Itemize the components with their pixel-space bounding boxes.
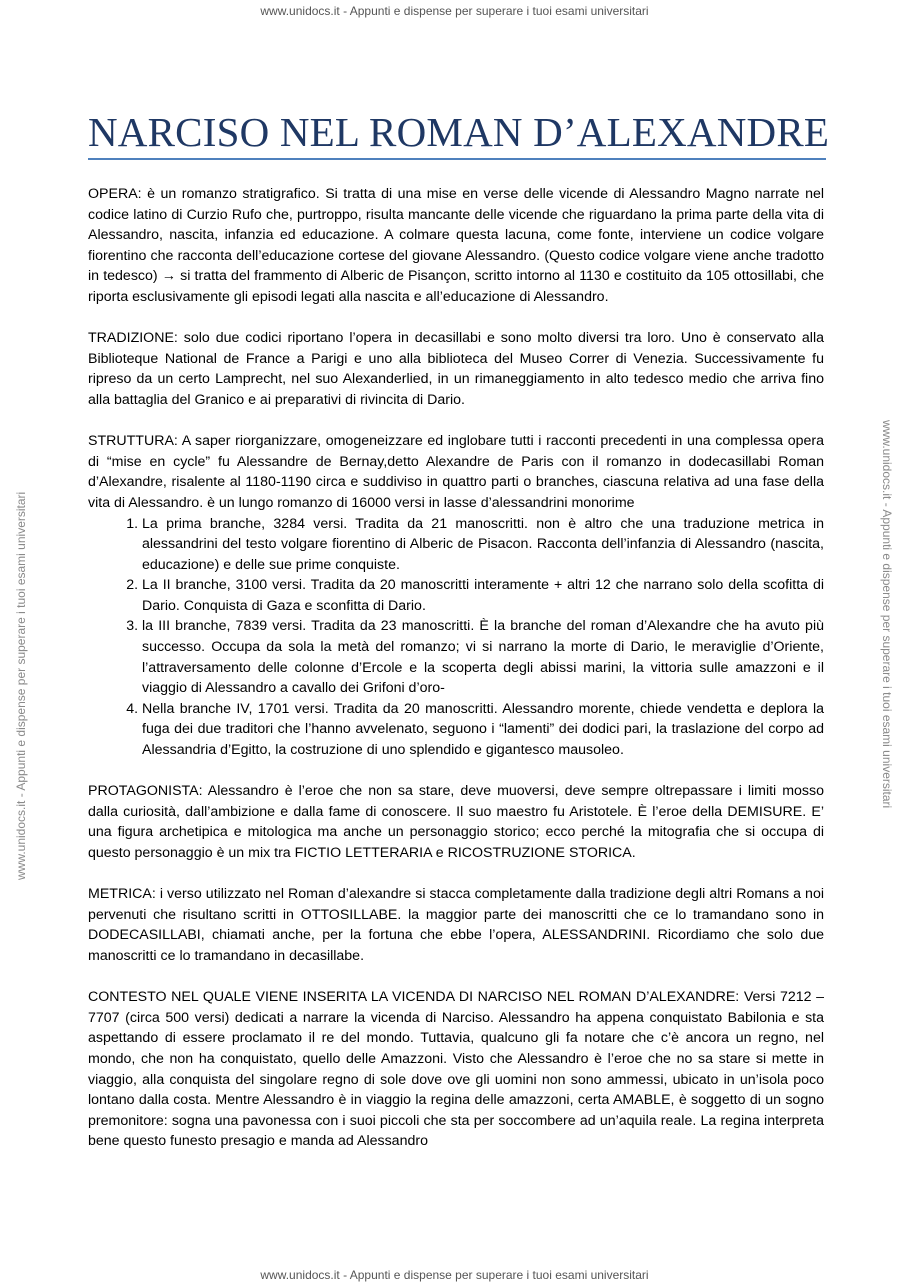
title-underline: [88, 158, 826, 160]
document-body: [88, 184, 824, 1152]
paragraph-opera: OPERA: è un romanzo stratigrafico. Si tratta di una mise en verse delle vicende di Alessandro Magno narrate nel codice latino di Curzio Rufo che, purtroppo, risulta mancante delle vicende che riguardano la prima parte della vita di Alessandro, nascita, infanzia ed educazione. A colmare questa lacuna, come fonte, interviene un codice volgare fiorentino che racconta dell’educazione cortese del giovane Alessandro. (Questo codice volgare viene anche tradotto in tedesco) → si tratta del frammento di Alberic de Pisançon, scritto intorno al 1130 e costituito da 105 ottosillabi, che riporta esclusivamente gli episodi legati alla nascita e all’educazione di Alessandro.: [88, 186, 824, 305]
list-item: 4. Nella branche IV, 1701 versi. Tradita da 20 manoscritti. Alessandro morente, chiede vendetta e deplora la fuga dei due traditori che l’hanno avvelenato, seguono i “lamenti” dei dodici pari, la traslazione del corpo ad Alessandria d’Egitto, la costruzione di uno splendido e gigantesco mausoleo.: [142, 699, 824, 761]
paragraph-struttura: STRUTTURA: A saper riorganizzare, omogeneizzare ed inglobare tutti i racconti precedenti in una complessa opera di “mise en cycle” fu Alessandre de Bernay,detto Alexandre de Paris con il romanzo in dodecasillabi Roman d’Alexandre, risalente al 1180-1190 circa e suddiviso in quattro parti o branches, ciascuna relativa ad una fase della vita di Alessandro. è un lungo romanzo di 16000 versi in lasse d’alessandrini monorime: [88, 433, 824, 511]
side-watermark-right: www.unidocs.it - Appunti e dispense per superare i tuoi esami universitari: [880, 420, 894, 809]
footer-watermark: www.unidocs.it - Appunti e dispense per superare i tuoi esami universitari: [260, 1268, 649, 1282]
paragraph-metrica: METRICA: i verso utilizzato nel Roman d’alexandre si stacca completamente dalla tradizione degli altri Romans a noi pervenuti che risultano scritti in OTTOSILLABE. la maggior parte dei manoscritti che ce lo tramandano sono in DODECASILLABI, chiamati anche, per la fortuna che ebbe l’opera, ALESSANDRINI. Ricordiamo che solo due manoscritti ce lo tramandano in decasillabe.: [88, 886, 824, 964]
branches-list: [88, 514, 824, 761]
list-item: 3. la III branche, 7839 versi. Tradita da 23 manoscritti. È la branche del roman d’Alexandre che ha avuto più successo. Occupa da sola la metà del romanzo; vi si narrano la morte di Dario, le meraviglie d’Oriente, l’attraversamento delle colonne d’Ercole e la scoperta degli abissi marini, la vittoria sulle amazzoni e il viaggio di Alessandro a cavallo dei Grifoni d’oro-: [142, 616, 824, 698]
paragraph-tradizione: TRADIZIONE: solo due codici riportano l’opera in decasillabi e sono molto diversi tra loro. Uno è conservato alla Biblioteque National de France a Parigi e uno alla biblioteca del Museo Correr di Venezia. Successivamente fu ripreso da un certo Lamprecht, nel suo Alexanderlied, in un rimaneggiamento in alto tedesco medio che arriva fino alla battaglia del Granico e ai preparativi di rivincita di Dario.: [88, 330, 824, 408]
list-item: 1. La prima branche, 3284 versi. Tradita da 21 manoscritti. non è altro che una traduzione metrica in alessandrini del testo volgare fiorentino di Alberic de Pisacon. Racconta dell’infanzia di Alessandro (nascita, educazione) e delle sue prime conquiste.: [142, 514, 824, 576]
list-item: 2. La II branche, 3100 versi. Tradita da 20 manoscritti interamente + altri 12 che narrano solo della scofitta di Dario. Conquista di Gaza e sconfitta di Dario.: [142, 575, 824, 616]
header-watermark: www.unidocs.it - Appunti e dispense per superare i tuoi esami universitari: [260, 4, 649, 18]
page-title: NARCISO NEL ROMAN D’ALEXANDRE: [88, 109, 830, 155]
paragraph-contesto: CONTESTO NEL QUALE VIENE INSERITA LA VICENDA DI NARCISO NEL ROMAN D’ALEXANDRE: Versi 7212 – 7707 (circa 500 versi) dedicati a narrare la vicenda di Narciso. Alessandro ha appena conquistato Babilonia e sta aspettando di essere proclamato il re del mondo. Tuttavia, qualcuno gli fa notare che c’è ancora un regno, nel mondo, che non ha conquistato, quello delle Amazzoni. Visto che Alessandro è l’eroe che no sa stare si mette in viaggio, alla conquista del singolare regno di sole dove ove gli uomini non sono ammessi, ubicato in un’isola poco lontano dalla costa. Mentre Alessandro è in viaggio la regina delle amazzoni, certa AMABLE, è soggetto di un sogno premonitore: sogna una pavonessa con i suoi piccoli che sta per soccombere ad un’aquila reale. La regina interpreta bene questo funesto presagio e manda ad Alessandro: [88, 989, 824, 1150]
side-watermark-left: www.unidocs.it - Appunti e dispense per superare i tuoi esami universitari: [14, 491, 28, 880]
paragraph-protagonista: PROTAGONISTA: Alessandro è l’eroe che non sa stare, deve muoversi, deve sempre oltrepassare i limiti mosso dalla curiosità, dall’ambizione e dalla fame di conoscere. Il suo maestro fu Aristotele. È l’eroe della DEMISURE. E’ una figura archetipica e mitologica ma anche un personaggio storico; ecco perché la mitografia che si occupa di questo personaggio è un mix tra FICTIO LETTERARIA e RICOSTRUZIONE STORICA.: [88, 783, 824, 861]
